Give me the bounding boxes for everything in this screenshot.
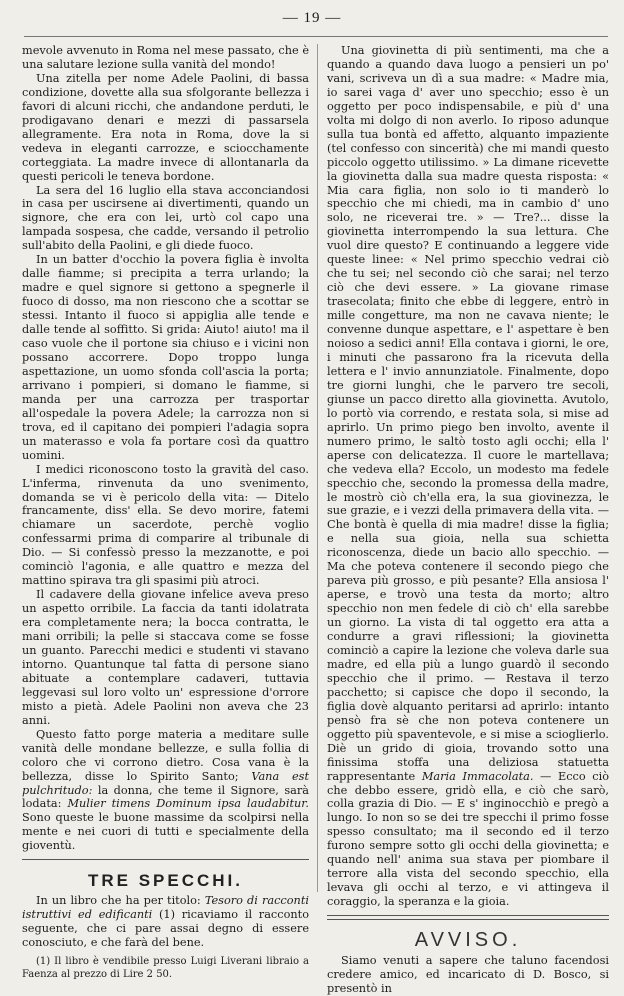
paragraph: I medici riconoscono tosto la gravità del caso. L'inferma, rinvenuta da uno svenimento, domanda se vi è pericolo della vita: — Ditelo francamente, diss' ella. Se devo morire, fatemi chiamare un sacerdote, perchè voglio confessarmi prima di comparire al tribunale di Dio. — Si confessò presso la mezzanotte, e poi cominciò l'agonia, e alle quattro e mezza del mattino spirava tra gli spasimi più atroci. <box>22 462 309 588</box>
page-number: — 19 — <box>282 10 342 26</box>
left-column <box>22 44 309 981</box>
right-column <box>327 44 609 996</box>
text-run: (1) ricaviamo il racconto seguente, che ci pare assai degno di essere conosciuto, e che farà del bene. <box>22 908 310 950</box>
paragraph: Il cadavere della giovane infelice aveva preso un aspetto orribile. La faccia da tanti idolatrata era completamente nera; la bocca contratta, le mani orribili; la pelle si staccava come se fosse un guanto. Parecchi medici e studenti vi stavano intorno. Quantunque tal fatta di persone siano abituate a contemplare cadaveri, tuttavia leggevasi sul loro volto un' espressione d'orrore misto a pietà. Adele Paolini non aveva che 23 anni. <box>22 588 309 727</box>
latin-quote: Vana est pulchritudo: <box>22 769 309 797</box>
latin-quote: Mulier timens Dominum ipsa laudabitur. <box>67 797 310 811</box>
italic-name: Maria Immacolata. <box>421 769 534 783</box>
paragraph: Siamo venuti a sapere che taluno facendosi credere amico, ed incaricato di D. Bosco, si presentò in <box>327 954 609 995</box>
paragraph: mevole avvenuto in Roma nel mese passato, che è una salutare lezione sulla vanità del mondo! <box>22 44 309 71</box>
text-run: la donna, che teme il Signore, sarà lodata: <box>22 783 309 811</box>
avviso-title: AVVISO. <box>414 929 522 952</box>
text-run: Questo fatto porge materia a meditare sulle vanità delle mondane bellezze, e sulla follia di coloro che vi corrono dietro. Cosa vana è la bellezza, disse lo Spirito Santo; <box>22 727 309 783</box>
footnote: (1) Il libro è vendibile presso Luigi Liverani libraio a Faenza al prezzo di Lire 2 50. <box>22 956 309 980</box>
text-run: Una giovinetta di più sentimenti, ma che a quando a quando dava luogo a pensieri un po' vani, scriveva un dì a sua madre: « Madre mia, io sarei vaga d' aver uno specchio; esso è un oggetto per poco indispensabile, e più d' una volta mi dolgo di non averlo. Io riposo adunque sulla tua bontà ed affetto, alquanto impaziente (tel confesso con sincerità) che mi mandi questo piccolo oggetto utilissimo. » La dimane ricevette la giovinetta dalla sua madre questa risposta: « Mia cara figlia, non solo io ti manderò lo specchio che mi chiedi, ma in cambio d' uno solo, ne riceverai tre. » — Tre?... disse la giovinetta interrompendo la sua lettura. Che vuol dire questo? E continuando a leggere vide queste linee: « Nel primo specchio vedrai ciò che tu sei; nel secondo ciò che sarai; nel terzo ciò che devi essere. » La giovane rimase trasecolata; finito che ebbe di leggere, entrò in mille congetture, ma non ne cavava niente; le convenne dunque aspettare, e l' aspettare è ben noioso a sedici anni! Ella contava i giorni, le ore, i minuti che passarono fra la ricevuta della lettera e l' invio annunziatole. Finalmente, dopo tre giorni lunghi, che le parvero tre secoli, giunse un pacco diretto alla giovinetta. Avutolo, lo portò via correndo, e restata sola, si mise ad aprirlo. Un primo piego ben involto, avente il numero primo, le saltò tosto agli occhi; ella l' aperse con delicatezza. Il cuore le martellava; che vedeva ella? Eccolo, un modesto ma fedele specchio che, secondo la promessa della madre, le mostrò ciò ch'ella era, la sua giovinezza, le sue grazie, e i vezzi della primavera della vita. — Che bontà è quella di mia madre! disse la figlia; e nella sua gioia, nella sua schietta riconoscenza, diede un bacio allo specchio. — Ma che poteva contenere il secondo piego che pareva più grosso, e più pesante? Ella ansiosa l' aperse, e trovò una testa da morto; altro specchio non men fedele di ciò ch' ella sarebbe un giorno. La vista di tal oggetto era atta a condurre a gravi riflessioni; la giovinetta cominciò a capire la lezione che voleva darle sua madre, ed ella più a lungo guardò il secondo specchio che il primo. — Restava il terzo pacchetto; si capisce che dopo il secondo, la figlia dovè alquanto peritarsi ad aprirlo: intanto pensò fra sè che non poteva contenere un oggetto più spaventevole, e si mise a scioglierlo. Diè un grido di gioia, trovando sotto una finissima stoffa una deliziosa statuetta rappresentante <box>327 44 609 783</box>
text-run: In un libro che ha per titolo: <box>36 894 205 908</box>
paragraph: Una zitella per nome Adele Paolini, di bassa condizione, dovette alla sua sfolgorante bellezza i favori di alcuni ricchi, che andandone perduti, le prodigavano denari e mezzi di passarsela allegramente. Era nota in Roma, dove la si vedeva in eleganti carrozze, e sciocchamente corteggiata. La madre invece di allontanarla da questi pericoli le teneva bordone. <box>22 71 309 183</box>
paragraph: La sera del 16 luglio ella stava acconciandosi in casa per uscirsene ai divertimenti, quando un signore, che era con lei, urtò col capo una lampada sospesa, che cadde, versando il petrolio sull'abito della Paolini, e gli diede fuoco. <box>22 183 309 253</box>
text-run: Sono queste le buone massime da scolpirsi nella mente e nei cuori di tutti e specialmente della gioventù. <box>22 811 309 853</box>
paragraph <box>22 728 309 854</box>
header-rule <box>24 36 608 37</box>
section-rule <box>22 859 309 860</box>
section-intro <box>22 894 309 950</box>
text-run: — Ecco ciò che debbo essere, gridò ella, e ciò che sarò, colla grazia di Dio. — E s' inginocchiò e pregò a lungo. Io non so se dei tre specchi il primo fosse spesso consultato; ma il secondo ed il terzo furono sempre sotto gli occhi della giovinetta; e quando nell' anima sua stava per piombare il terrore alla vista del secondo specchio, ella levava gli occhi al terzo, e vi attingeva il coraggio, la speranza e la gioia. <box>327 769 610 909</box>
section-rule <box>327 915 609 920</box>
column-divider <box>317 44 318 892</box>
paragraph: In un batter d'occhio la povera figlia è involta dalle fiamme; si precipita a terra urlando; la madre e quel signore si gettono a spegnerle il fuoco di dosso, ma non riescono che a scottar se stessi. Intanto il fuoco si appiglia alle tende e dalle tende al soffitto. Si grida: Aiuto! aiuto! ma il caso vuole che il portone sia chiuso e i vicini non possano accorrere. Dopo troppo lunga aspettazione, un uomo sfonda coll'ascia la porta; arrivano i pompieri, si domano le fiamme, si manda per una carrozza per trasportar all'ospedale la povera Adele; la carrozza non si trova, ed il capitano dei pompieri l'adagia sopra un materasso e vola fa portare così da quattro uomini. <box>22 253 309 462</box>
paragraph <box>327 44 609 909</box>
book-title: Tesoro di racconti istruttivi ed edificanti <box>22 894 309 922</box>
section-title: TRE SPECCHI. <box>87 871 244 891</box>
